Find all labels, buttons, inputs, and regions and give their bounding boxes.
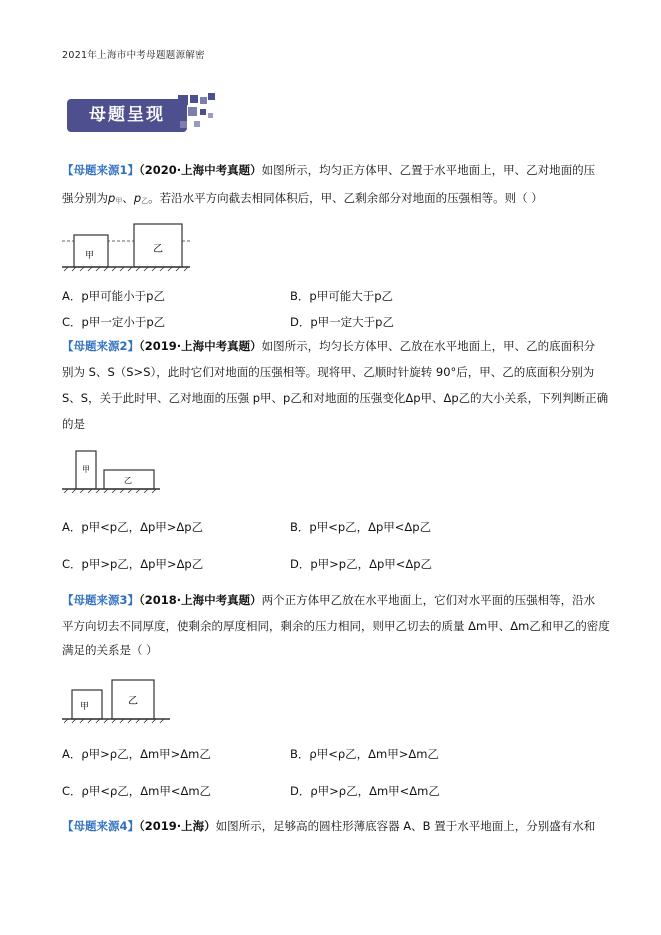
q4-source-label: 【母题来源4】 (62, 819, 140, 833)
q3-line-3: 满足的关系是（ ） (62, 643, 158, 657)
q2-source-label: 【母题来源2】 (62, 339, 140, 353)
q1-text-2b: 。若沿水平方向截去相同体积后，甲、乙剩余部分对地面的压强相等。则（ ） (148, 191, 543, 205)
q3-option-d[interactable]: D．ρ甲>ρ乙，Δm甲<Δm乙 (290, 784, 440, 798)
banner-decoration-icon (172, 91, 222, 133)
q2-figure-label-b: 乙 (124, 476, 132, 485)
q3-figure (62, 676, 172, 724)
q3-option-b[interactable]: B．ρ甲<ρ乙，Δm甲>Δm乙 (290, 747, 439, 761)
q2-line-2: 别为 S、S（S>S），此时它们对地面的压强相等。现将甲、乙顺时针旋转 90°后，甲、乙的底面积分别为 (62, 365, 595, 379)
q2-option-d[interactable]: D．p甲>p乙，Δp甲<Δp乙 (290, 557, 433, 571)
q1-tag: （2020·上海中考真题） (139, 163, 262, 177)
q2-text-1: 如图所示，均匀长方体甲、乙放在水平地面上，甲、乙的底面积分 (261, 339, 596, 353)
q2-tag: （2019·上海中考真题） (139, 339, 262, 353)
q1-option-d[interactable]: D．p甲一定大于p乙 (290, 315, 394, 329)
q3-figure-label-b: 乙 (128, 696, 138, 707)
q2-option-c[interactable]: C．p甲>p乙，Δp甲>Δp乙 (62, 557, 204, 571)
q3-source-label: 【母题来源3】 (62, 593, 140, 607)
q2-figure-label-a: 甲 (82, 465, 90, 474)
q3-text-1: 两个正方体甲乙放在水平地面上，它们对水平面的压强相等，沿水 (261, 593, 596, 607)
q2-option-a[interactable]: A．p甲<p乙，Δp甲>Δp乙 (62, 520, 204, 534)
q1-text-1: 如图所示，均匀正方体甲、乙置于水平地面上，甲、乙对地面的压 (261, 163, 596, 177)
q2-option-b[interactable]: B．p甲<p乙，Δp甲<Δp乙 (290, 520, 432, 534)
q4-line-1 (62, 819, 595, 834)
q1-option-b[interactable]: B．p甲可能大于p乙 (290, 289, 393, 303)
q1-option-c[interactable]: C．p甲一定小于p乙 (62, 315, 166, 329)
q3-option-a[interactable]: A．ρ甲>ρ乙，Δm甲>Δm乙 (62, 747, 211, 761)
page-header: 2021年上海市中考母题题源解密 (62, 50, 205, 61)
q3-figure-label-a: 甲 (80, 702, 90, 712)
q3-line-1 (62, 593, 595, 608)
q2-line-1 (62, 339, 595, 354)
q4-tag: （2019·上海） (139, 819, 216, 833)
q1-line-1 (62, 163, 595, 178)
section-banner-title: 母题呈现 (89, 105, 165, 125)
q3-line-2: 平方向切去不同厚度，使剩余的厚度相同，剩余的压力相同，则甲乙切去的质量 Δm甲、Δm乙和甲乙的密度 (62, 619, 610, 633)
q1-line-2: 强分别为p甲、p乙。若沿水平方向截去相同体积后，甲、乙剩余部分对地面的压强相等。则（ ） (62, 191, 543, 205)
q1-figure-label-b: 乙 (153, 244, 163, 255)
q2-line-3: S、S，关于此时甲、乙对地面的压强 p甲、p乙和对地面的压强变化Δp甲、Δp乙的大小关系，下列判断正确 (62, 391, 609, 405)
q4-text-1: 如图所示，足够高的圆柱形薄底容器 A、B 置于水平地面上，分别盛有水和 (215, 819, 596, 833)
q3-tag: （2018·上海中考真题） (139, 593, 262, 607)
q1-figure (62, 222, 192, 272)
q1-option-a[interactable]: A．p甲可能小于p乙 (62, 289, 165, 303)
q1-text-2a: 强分别为 (62, 191, 108, 205)
q1-source-label: 【母题来源1】 (62, 163, 140, 177)
q3-option-c[interactable]: C．ρ甲<ρ乙，Δm甲<Δm乙 (62, 784, 212, 798)
q2-line-4: 的是 (62, 417, 85, 431)
q1-figure-label-a: 甲 (85, 251, 95, 261)
q2-figure (62, 448, 162, 493)
